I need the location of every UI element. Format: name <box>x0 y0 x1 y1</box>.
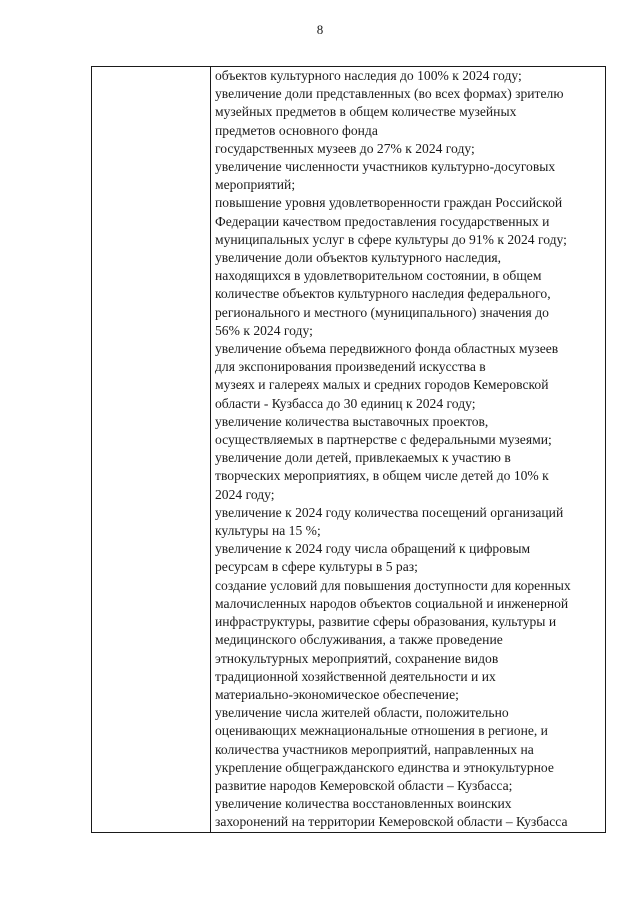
text-line: области - Кузбасса до 30 единиц к 2024 году; <box>215 395 476 411</box>
text-line: создание условий для повышения доступности для коренных <box>215 577 571 593</box>
text-line: повышение уровня удовлетворенности граждан Российской <box>215 195 563 211</box>
text-line: находящихся в удовлетворительном состоянии, в общем <box>215 268 542 284</box>
text-line: увеличение доли объектов культурного наследия, <box>215 250 502 266</box>
goals-text <box>215 67 603 832</box>
text-line: муниципальных услуг в сфере культуры до 91% к 2024 году; <box>215 231 567 247</box>
text-line: увеличение к 2024 году количества посещений организаций <box>215 504 564 520</box>
text-line: увеличение доли представленных (во всех формах) зрителю <box>215 86 564 102</box>
text-line: музеях и галереях малых и средних городов Кемеровской <box>215 377 549 393</box>
text-line: увеличение к 2024 году числа обращений к цифровым <box>215 541 531 557</box>
text-line: увеличение численности участников культурно-досуговых <box>215 159 556 175</box>
text-line: малочисленных народов объектов социальной и инженерной <box>215 595 569 611</box>
page-number: 8 <box>316 22 324 37</box>
text-line: 2024 году; <box>215 486 275 502</box>
text-line: медицинского обслуживания, а также проведение <box>215 632 503 648</box>
text-line: этнокультурных мероприятий, сохранение видов <box>215 650 499 666</box>
text-line: государственных музеев до 27% к 2024 году; <box>215 140 475 156</box>
table-row <box>92 67 606 833</box>
text-line: для экспонирования произведений искусства в <box>215 359 486 375</box>
text-line: количестве объектов культурного наследия федерального, <box>215 286 551 302</box>
text-line: укрепление общегражданского единства и этнокультурное <box>215 759 554 775</box>
text-line: увеличение доли детей, привлекаемых к участию в <box>215 450 511 466</box>
text-line: оценивающих межнациональные отношения в регионе, и <box>215 723 548 739</box>
text-line: объектов культурного наследия до 100% к 2024 году; <box>215 68 522 83</box>
text-line: мероприятий; <box>215 177 296 193</box>
text-line: увеличение числа жителей области, положительно <box>215 705 509 721</box>
table-right-cell <box>211 67 606 833</box>
text-line: количества участников мероприятий, направленных на <box>215 741 534 757</box>
text-line: традиционной хозяйственной деятельности и их <box>215 668 496 684</box>
text-line: 56% к 2024 году; <box>215 322 313 338</box>
text-line: увеличение количества восстановленных воинских <box>215 796 512 812</box>
table-left-cell <box>92 67 211 833</box>
text-line: увеличение объема передвижного фонда областных музеев <box>215 341 559 357</box>
text-line: творческих мероприятиях, в общем числе детей до 10% к <box>215 468 549 484</box>
text-line: инфраструктуры, развитие сферы образования, культуры и <box>215 614 557 630</box>
text-line: увеличение количества выставочных проектов, <box>215 413 489 429</box>
text-line: музейных предметов в общем количестве музейных <box>215 104 517 120</box>
text-line: ресурсам в сфере культуры в 5 раз; <box>215 559 418 575</box>
text-line: осуществляемых в партнерстве с федеральными музеями; <box>215 432 552 448</box>
text-line: регионального и местного (муниципального) значения до <box>215 304 549 320</box>
text-line: материально-экономическое обеспечение; <box>215 686 459 702</box>
text-line: Федерации качеством предоставления государственных и <box>215 213 550 229</box>
text-line: захоронений на территории Кемеровской области – Кузбасса <box>215 814 568 830</box>
text-line: развитие народов Кемеровской области – Кузбасса; <box>215 777 513 793</box>
text-line: культуры на 15 %; <box>215 523 321 539</box>
text-line: предметов основного фонда <box>215 122 378 138</box>
content-table <box>91 66 606 833</box>
